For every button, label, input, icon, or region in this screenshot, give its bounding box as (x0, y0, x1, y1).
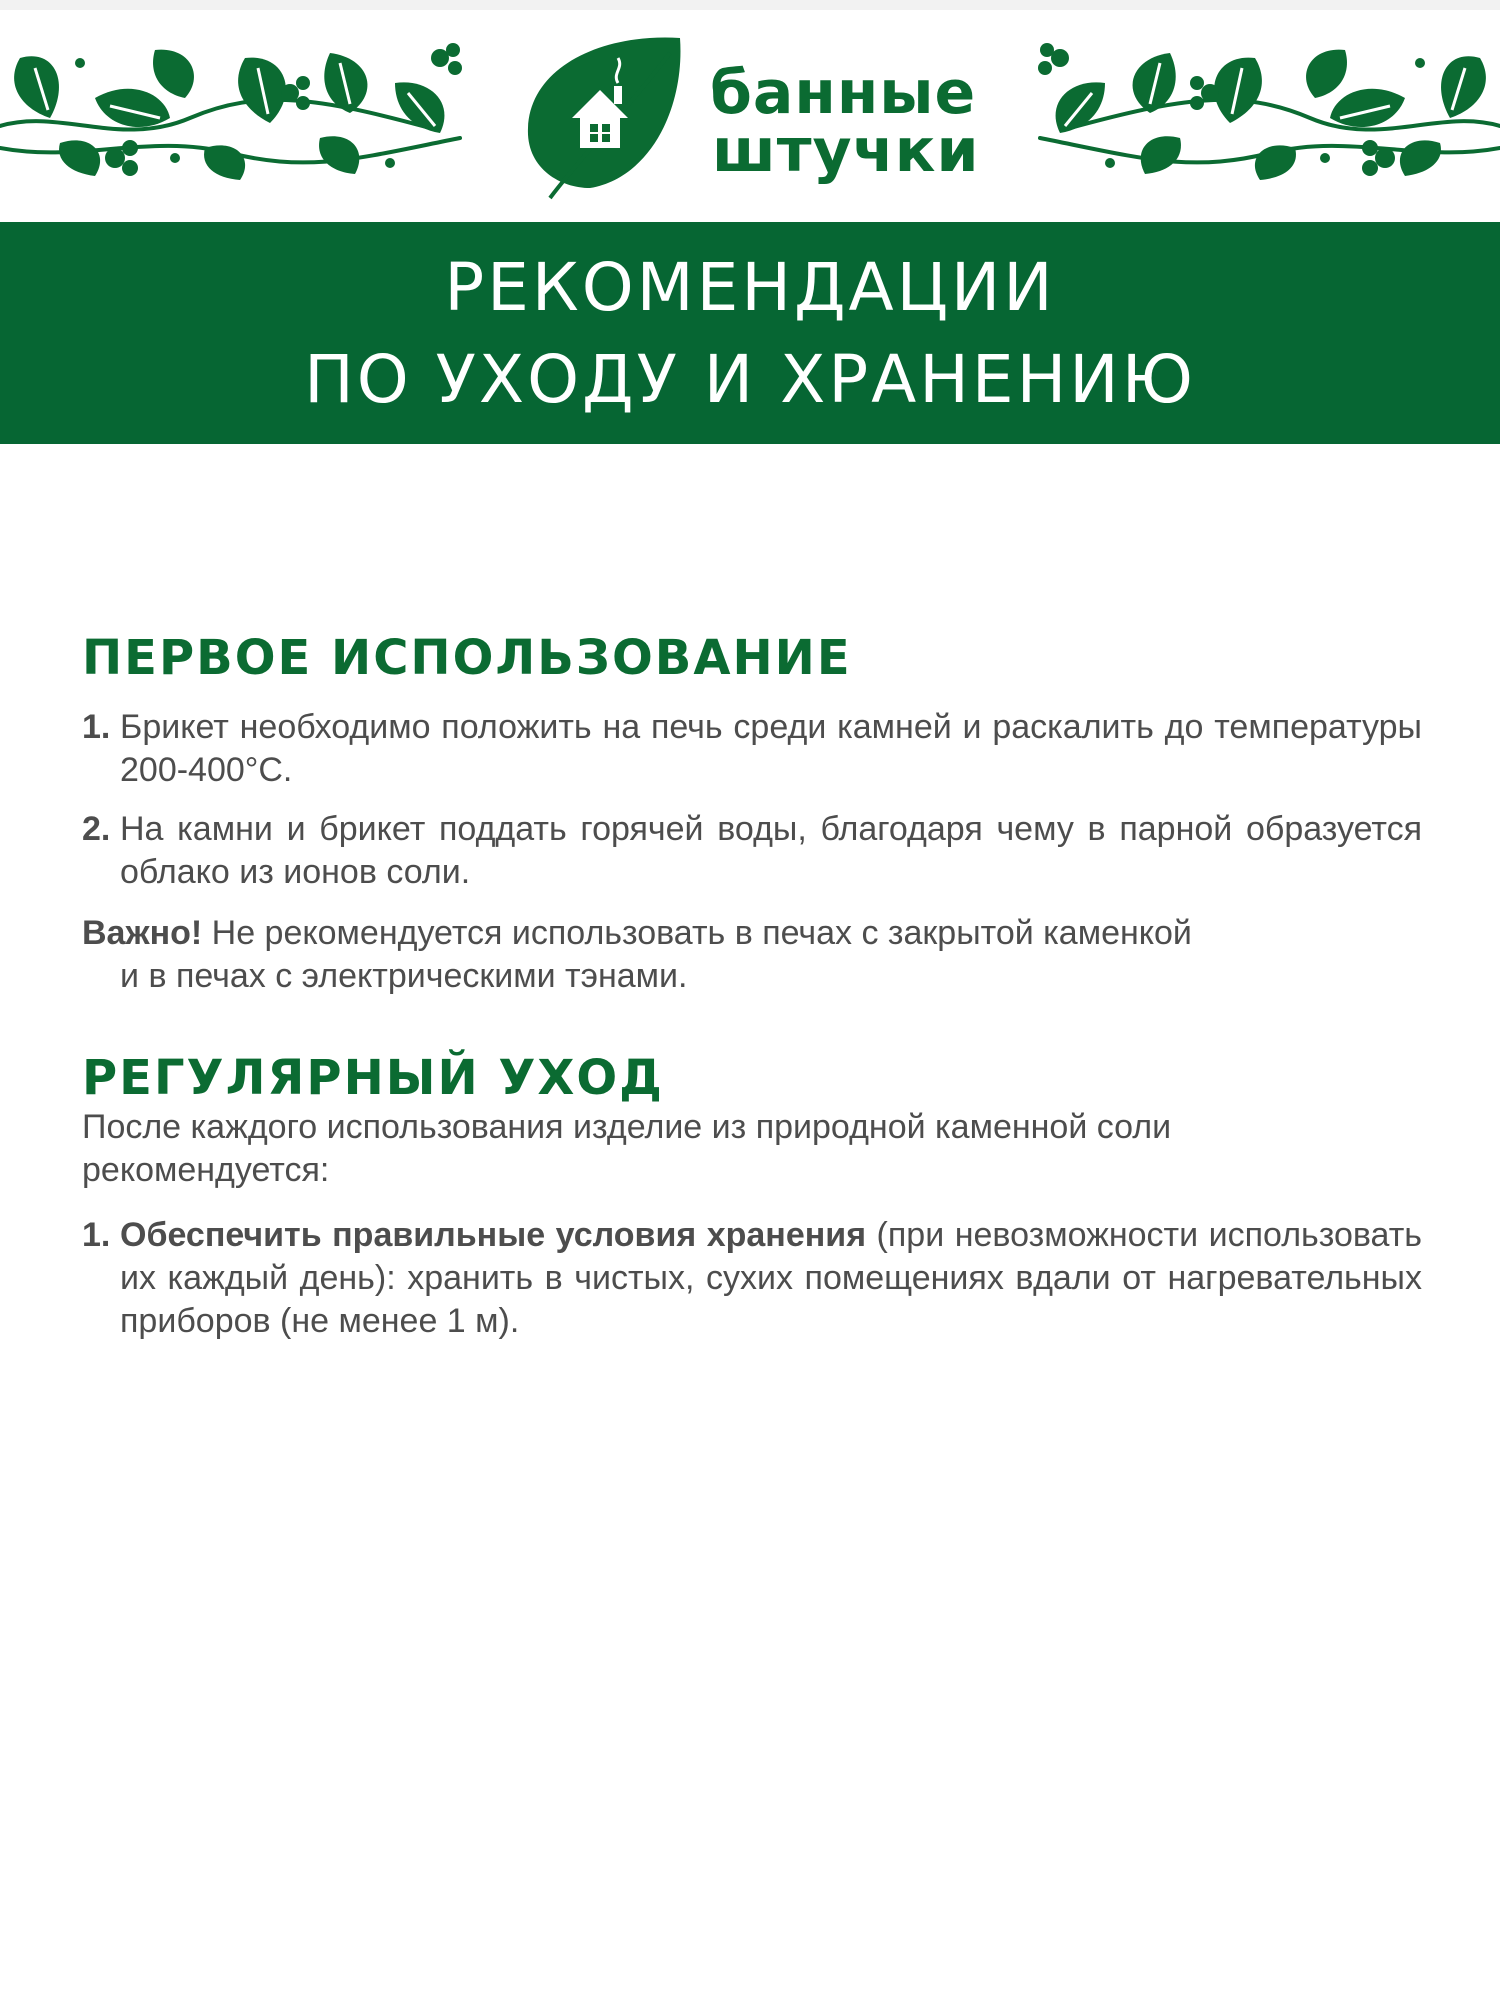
note-text-line1: Не рекомендуется использовать в печах с закрытой каменкой (202, 914, 1192, 952)
brand-name-line1: банные (710, 58, 977, 128)
list-item (82, 706, 1422, 792)
list-text-rest: (при невозможности использовать их каждый день): хранить в чистых, сухих помещениях вдали от нагревательных приборов (не менее 1 м). (120, 1216, 1422, 1340)
section-heading-first-use: ПЕРВОЕ ИСПОЛЬЗОВАНИЕ (82, 630, 852, 686)
instructions-content (82, 630, 1422, 1343)
title-banner (0, 222, 1500, 444)
header (0, 10, 1500, 220)
list-text-bold: Обеспечить правильные условия хранения (120, 1216, 867, 1254)
list-number: 1. (82, 1216, 111, 1254)
section-heading-regular-care: РЕГУЛЯРНЫЙ УХОД (82, 1050, 664, 1106)
leaf-ornament-left (0, 38, 470, 188)
list-text: Брикет необходимо положить на печь среди камней и раскалить до температуры 200-400°С. (120, 708, 1422, 789)
note-label: Важно! (82, 914, 203, 952)
banner-title-line2: ПО УХОДУ И ХРАНЕНИЮ (304, 341, 1196, 418)
top-strip (0, 0, 1500, 10)
list-text (120, 1214, 1422, 1343)
list-item (82, 808, 1422, 894)
important-note (82, 912, 1422, 998)
leaf-ornament-right (1030, 38, 1500, 188)
list-number: 1. (82, 708, 111, 746)
brand-name-line2: штучки (712, 116, 980, 186)
brand-logo (520, 28, 980, 208)
section-intro: После каждого использования изделие из природной каменной соли рекомендуется: (82, 1108, 1172, 1189)
brand-wordmark (710, 58, 980, 186)
list-number: 2. (82, 810, 111, 848)
leaf-house-icon (520, 28, 690, 208)
note-text-line2: и в печах с электрическими тэнами. (120, 957, 688, 995)
list-text: На камни и брикет поддать горячей воды, благодаря чему в парной образуется облако из ионов соли. (120, 810, 1422, 891)
list-item (82, 1214, 1422, 1343)
banner-title-line1: РЕКОМЕНДАЦИИ (444, 249, 1056, 326)
